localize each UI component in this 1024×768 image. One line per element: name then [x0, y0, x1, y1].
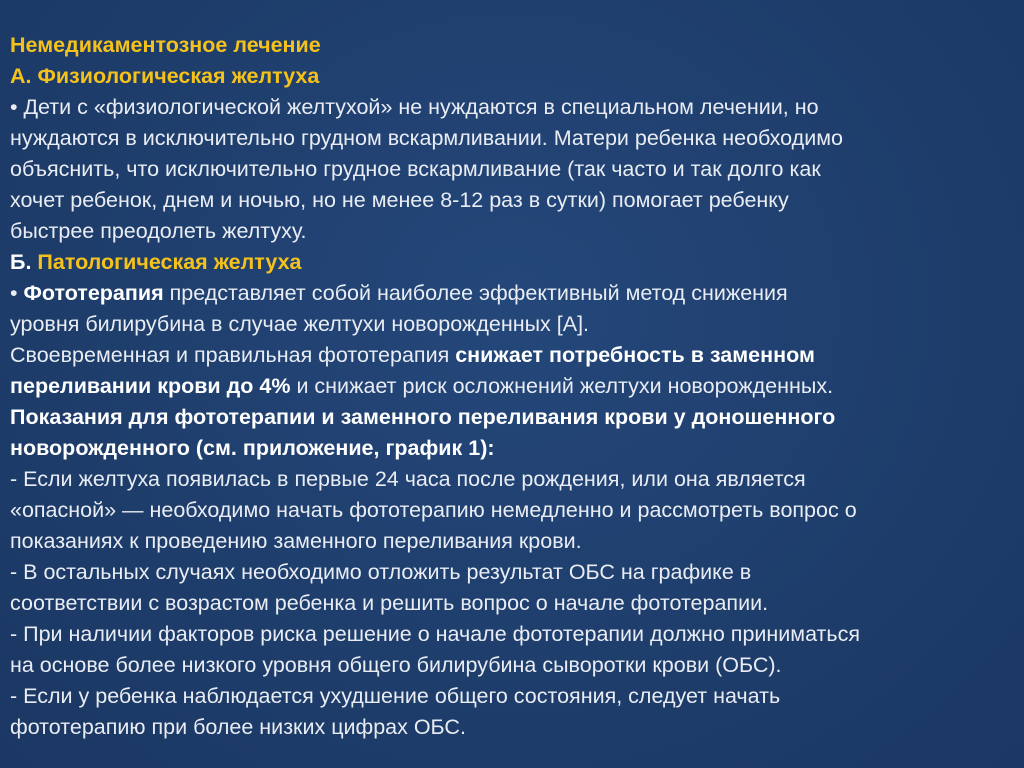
timely-start: Своевременная и правильная фототерапия — [10, 343, 450, 367]
section-a-line: • Дети с «физиологической желтухой» не нуждаются в специальном лечении, но — [10, 95, 819, 119]
timely-line-2 — [10, 371, 1018, 402]
section-b-prefix: Б. — [10, 250, 32, 274]
indication-item: показаниях к проведению заменного переливания крови. — [10, 529, 582, 553]
slide-title: Немедикаментозное лечение — [10, 33, 321, 57]
phototherapy-term: Фототерапия — [23, 281, 164, 305]
indication-item: - Если желтуха появилась в первые 24 часа после рождения, или она является — [10, 467, 806, 491]
section-b-heading — [10, 247, 1018, 278]
indication-item: - При наличии факторов риска решение о начале фототерапии должно приниматься — [10, 622, 860, 646]
indication-item: фототерапию при более низких цифрах ОБС. — [10, 715, 466, 739]
timely-bold-2: переливании крови до 4% — [10, 374, 291, 398]
section-a-line: объяснить, что исключительно грудное вскармливание (так часто и так долго как — [10, 157, 821, 181]
indication-item: - Если у ребенка наблюдается ухудшение общего состояния, следует начать — [10, 684, 781, 708]
section-a-line: быстрее преодолеть желтуху. — [10, 219, 307, 243]
indication-item: соответствии с возрастом ребенка и решить вопрос о начале фототерапии. — [10, 591, 769, 615]
slide-content — [10, 30, 1018, 743]
indications-heading-2: новорожденного (см. приложение, график 1): — [10, 436, 495, 460]
phototherapy-rest: представляет собой наиболее эффективный метод снижения — [169, 281, 788, 305]
bullet: • — [10, 281, 18, 305]
timely-line-1 — [10, 340, 1018, 371]
indication-item: «опасной» — необходимо начать фототерапию немедленно и рассмотреть вопрос о — [10, 498, 857, 522]
phototherapy-line — [10, 278, 1018, 309]
phototherapy-line-2: уровня билирубина в случае желтухи новорожденных [A]. — [10, 312, 590, 336]
indication-item: - В остальных случаях необходимо отложить результат ОБС на графике в — [10, 560, 752, 584]
indications-heading-1: Показания для фототерапии и заменного переливания крови у доношенного — [10, 405, 836, 429]
section-a-line: нуждаются в исключительно грудном вскармливании. Матери ребенка необходимо — [10, 126, 843, 150]
section-a-line: хочет ребенок, днем и ночью, но не менее 8-12 раз в сутки) помогает ребенку — [10, 188, 789, 212]
timely-bold-1: снижает потребность в заменном — [455, 343, 815, 367]
section-b-title: Патологическая желтуха — [37, 250, 302, 274]
timely-end: и снижает риск осложнений желтухи новорожденных. — [296, 374, 834, 398]
indication-item: на основе более низкого уровня общего билирубина сыворотки крови (ОБС). — [10, 653, 782, 677]
section-a-heading: А. Физиологическая желтуха — [10, 64, 320, 88]
